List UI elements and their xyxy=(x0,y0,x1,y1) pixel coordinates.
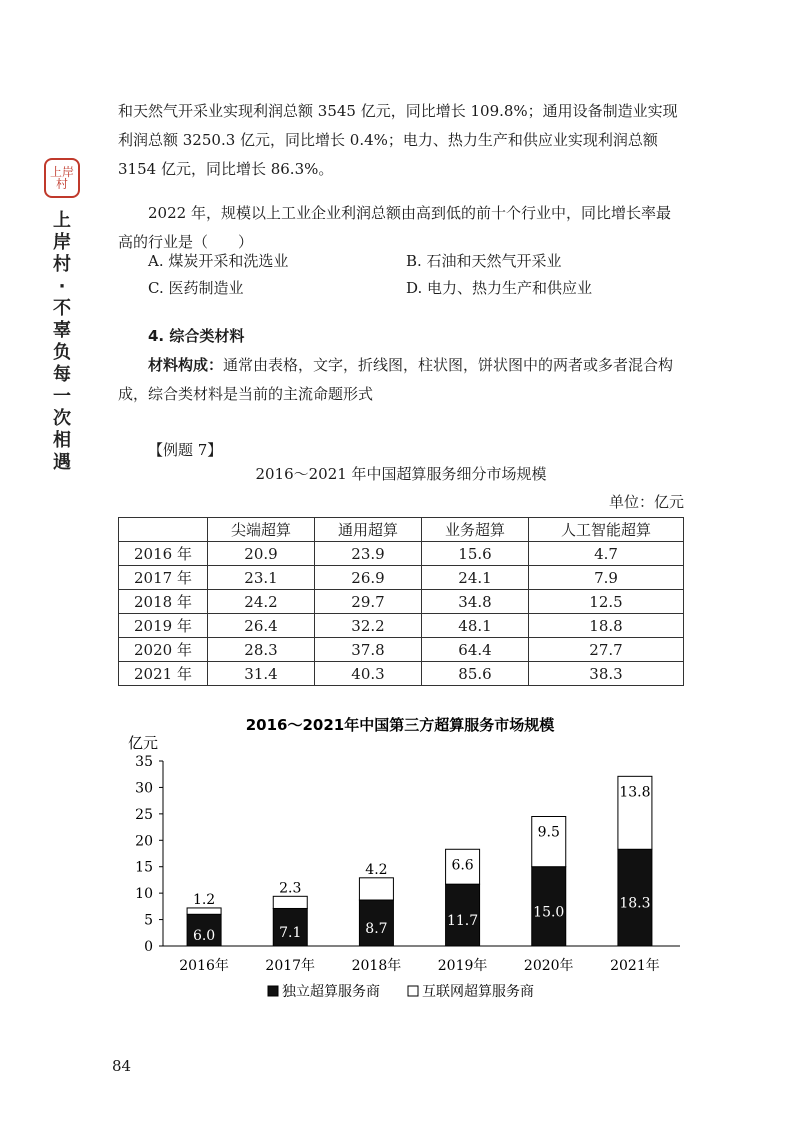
table-cell: 23.1 xyxy=(208,566,315,590)
table-title: 2016～2021 年中国超算服务细分市场规模 xyxy=(255,465,547,483)
table-cell: 64.4 xyxy=(422,638,529,662)
section-description xyxy=(118,351,684,409)
x-tick-label: 2020年 xyxy=(523,958,574,974)
bar-value-label: 11.7 xyxy=(446,913,479,930)
x-tick-label: 2016年 xyxy=(179,958,229,974)
chart-title: 2016～2021年中国第三方超算服务市场规模 xyxy=(245,716,555,734)
section-text: 通常由表格，文字，折线图，柱状图，饼状图中的两者或多者混合构成，综合类材料是当前的主流命题形式 xyxy=(118,356,674,403)
chart-y-label: 亿元 xyxy=(128,734,159,752)
x-tick-label: 2017年 xyxy=(265,958,316,974)
legend-label: 互联网超算服务商 xyxy=(422,984,534,1000)
y-tick-label: 15 xyxy=(135,859,153,876)
table-header-cell: 人工智能超算 xyxy=(529,518,684,542)
table-cell: 28.3 xyxy=(208,638,315,662)
bar-segment xyxy=(359,878,393,900)
table-cell: 2017 年 xyxy=(119,566,208,590)
table-cell: 15.6 xyxy=(422,542,529,566)
bar-value-label: 1.2 xyxy=(192,891,216,908)
option-d: D. 电力、热力生产和供应业 xyxy=(406,279,593,297)
table-row xyxy=(119,542,684,566)
table-unit: 单位：亿元 xyxy=(608,493,684,511)
section-heading-block xyxy=(148,322,684,351)
question-text: 2022 年，规模以上工业企业利润总额由高到低的前十个行业中，同比增长率最高的行业是（ ） xyxy=(118,204,671,251)
section-label: 材料构成： xyxy=(148,356,224,374)
bar-value-label: 9.5 xyxy=(537,824,560,841)
bar-value-label: 15.0 xyxy=(533,904,565,921)
intro-paragraph: 和天然气开采业实现利润总额 3545 亿元，同比增长 109.8%；通用设备制造业实现利润总额 3250.3 亿元，同比增长 0.4%；电力、热力生产和供应业实现利润总额 3154 亿元，同比增长 86.3%。 xyxy=(118,102,678,178)
bar-value-label: 6.0 xyxy=(192,928,216,945)
table-cell: 40.3 xyxy=(315,662,422,686)
y-tick-label: 35 xyxy=(135,754,153,770)
example-label: 【例题 7】 xyxy=(148,441,223,459)
intro-paragraph-block xyxy=(118,97,684,184)
bar-value-label: 6.6 xyxy=(451,857,474,874)
chart-bars xyxy=(187,776,652,946)
y-tick-label: 10 xyxy=(135,886,153,903)
table-cell: 34.8 xyxy=(422,590,529,614)
table-cell: 7.9 xyxy=(529,566,684,590)
table-cell: 2019 年 xyxy=(119,614,208,638)
table-header-cell: 业务超算 xyxy=(422,518,529,542)
table-cell: 4.7 xyxy=(529,542,684,566)
table-cell: 27.7 xyxy=(529,638,684,662)
legend-label: 独立超算服务商 xyxy=(282,984,380,1000)
example-label-block xyxy=(148,436,714,465)
answer-options xyxy=(148,248,668,302)
table-cell: 2016 年 xyxy=(119,542,208,566)
table-cell: 24.2 xyxy=(208,590,315,614)
y-tick-label: 5 xyxy=(144,912,153,929)
option-a: A. 煤炭开采和洗选业 xyxy=(148,252,289,270)
bar-value-label: 7.1 xyxy=(279,925,302,942)
table-header-cell xyxy=(119,518,208,542)
brand-motto: 上岸村·不辜负每一次相遇 xyxy=(53,210,71,473)
bar-segment xyxy=(273,896,307,908)
table-cell: 24.1 xyxy=(422,566,529,590)
table-row xyxy=(119,614,684,638)
y-tick-label: 25 xyxy=(135,806,153,823)
table-cell: 26.4 xyxy=(208,614,315,638)
option-c: C. 医药制造业 xyxy=(148,279,244,297)
bar-value-label: 2.3 xyxy=(279,880,302,897)
y-tick-label: 0 xyxy=(144,939,153,955)
x-tick-label: 2019年 xyxy=(437,958,488,974)
table-header-cell: 尖端超算 xyxy=(208,518,315,542)
bar-value-label: 4.2 xyxy=(365,861,388,878)
table-cell: 26.9 xyxy=(315,566,422,590)
market-table xyxy=(118,517,684,686)
table-row xyxy=(119,638,684,662)
table-header-row xyxy=(119,518,684,542)
table-row xyxy=(119,566,684,590)
table-cell: 2018 年 xyxy=(119,590,208,614)
page-number: 84 xyxy=(112,1057,132,1075)
stacked-bar-chart xyxy=(0,710,800,1030)
table-cell: 2020 年 xyxy=(119,638,208,662)
x-tick-label: 2021年 xyxy=(610,958,660,974)
option-b: B. 石油和天然气开采业 xyxy=(406,252,562,270)
bar-value-label: 18.3 xyxy=(619,895,651,912)
bar-value-label: 8.7 xyxy=(365,921,388,938)
x-tick-label: 2018年 xyxy=(351,958,402,974)
legend-swatch xyxy=(268,986,278,996)
table-header-cell: 通用超算 xyxy=(315,518,422,542)
table-cell: 48.1 xyxy=(422,614,529,638)
table-row xyxy=(119,590,684,614)
table-cell: 38.3 xyxy=(529,662,684,686)
table-cell: 31.4 xyxy=(208,662,315,686)
table-cell: 12.5 xyxy=(529,590,684,614)
chart-legend xyxy=(268,983,534,1000)
table-cell: 20.9 xyxy=(208,542,315,566)
y-tick-label: 30 xyxy=(135,780,153,797)
table-cell: 32.2 xyxy=(315,614,422,638)
brand-seal: 上岸村 xyxy=(44,158,80,198)
table-cell: 2021 年 xyxy=(119,662,208,686)
table-cell: 85.6 xyxy=(422,662,529,686)
y-tick-label: 20 xyxy=(135,833,153,850)
bar-value-label: 13.8 xyxy=(619,784,651,801)
table-cell: 37.8 xyxy=(315,638,422,662)
section-heading: 4. 综合类材料 xyxy=(148,327,245,345)
bar-segment xyxy=(187,908,221,914)
table-cell: 29.7 xyxy=(315,590,422,614)
legend-swatch xyxy=(408,986,418,996)
table-row xyxy=(119,662,684,686)
table-cell: 23.9 xyxy=(315,542,422,566)
table-cell: 18.8 xyxy=(529,614,684,638)
